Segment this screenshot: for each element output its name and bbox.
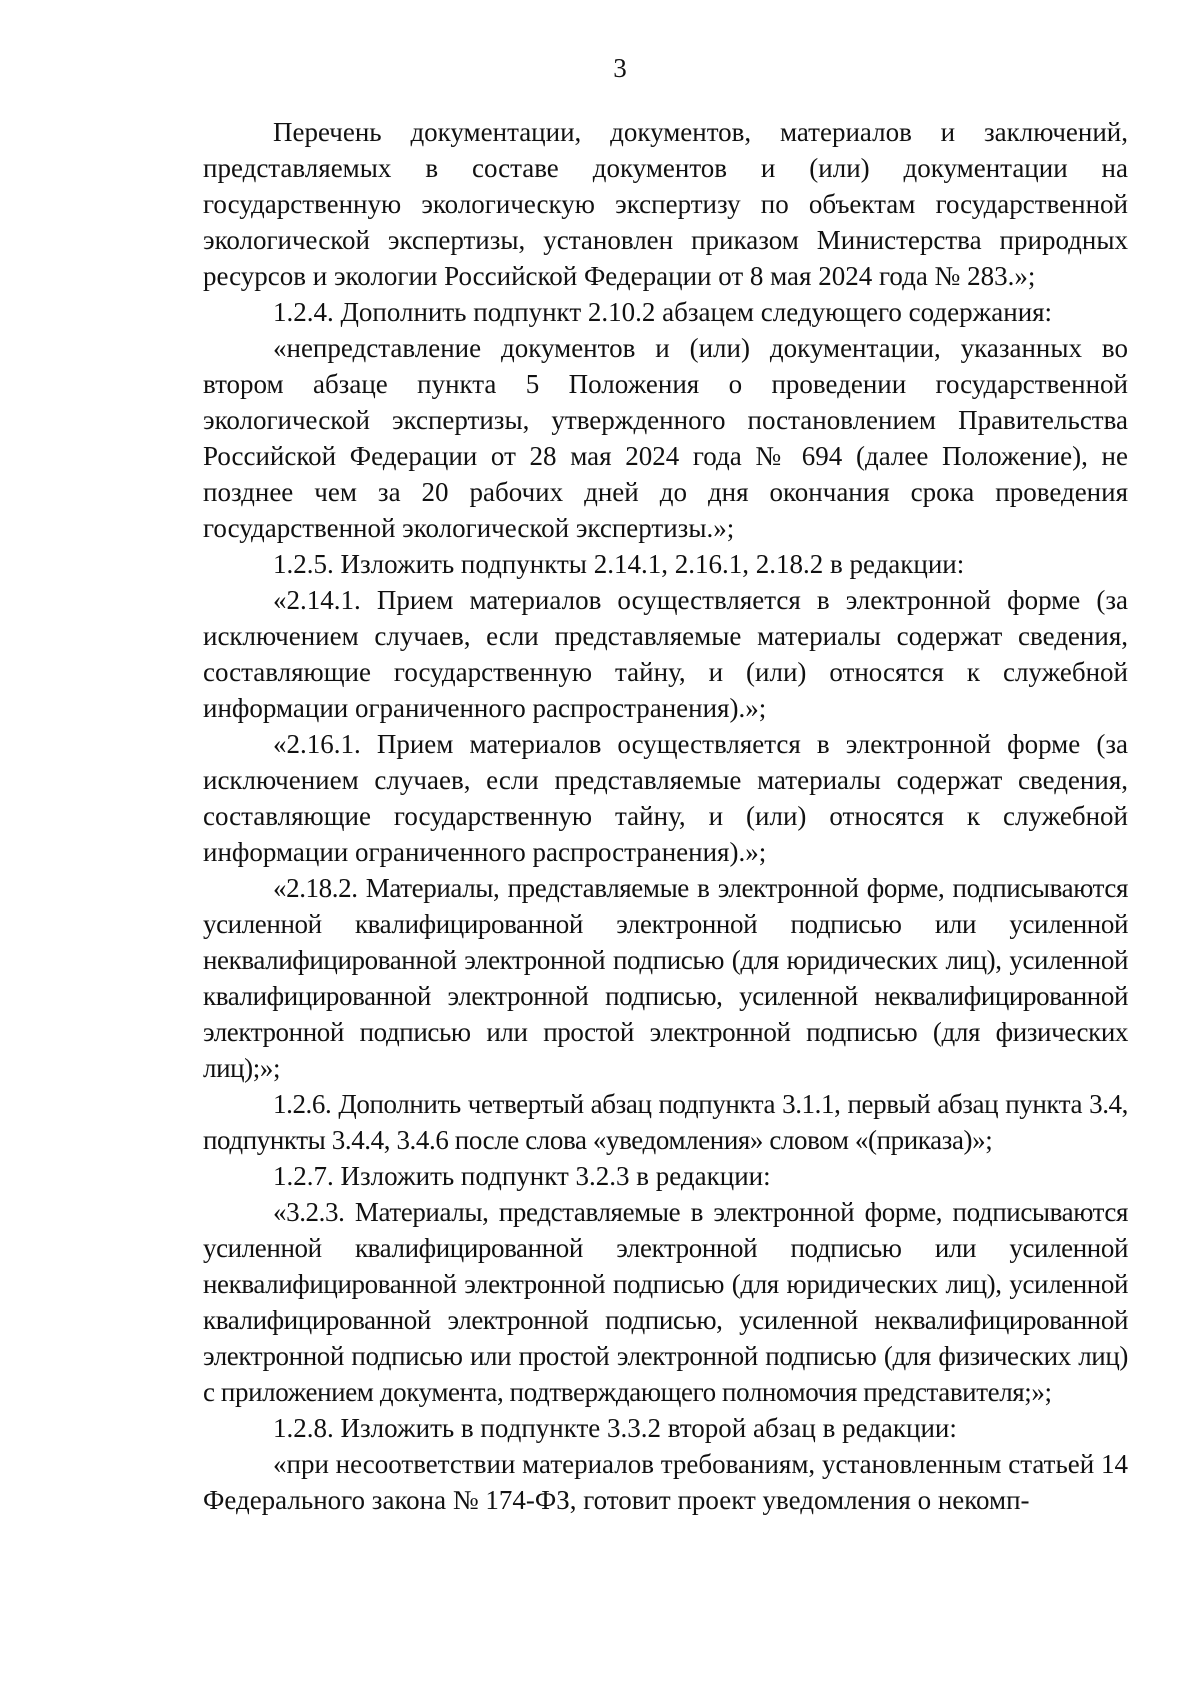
paragraph-1-2-4: 1.2.4. Дополнить подпункт 2.10.2 абзацем следующего содержания: <box>273 297 1053 327</box>
document-body <box>203 114 1128 1518</box>
paragraph-2-18-2: «2.18.2. Материалы, представляемые в электронной форме, подписываются усиленной квалифицированной электронной подписью или усиленной неквалифицированной электронной подписью (для юридических лиц), усиленной квалифицированной электронной подписью, усиленной неквалифицированной электронной подписью или простой электронной подписью (для физических лиц);»; <box>203 873 1128 1083</box>
paragraph-1-2-8: 1.2.8. Изложить в подпункте 3.3.2 второй абзац в редакции: <box>273 1413 957 1443</box>
paragraph-2-14-1: «2.14.1. Прием материалов осуществляется в электронной форме (за исключением случаев, если представляемые материалы содержат сведения, составляющие государственную тайну, и (или) относятся к служебной информации ограниченного распространения).»; <box>203 585 1128 723</box>
paragraph-noncompliance: «при несоответствии материалов требованиям, установленным статьей 14 Федерального закона № 174-ФЗ, готовит проект уведомления о некомп- <box>203 1449 1128 1515</box>
paragraph-1-2-7: 1.2.7. Изложить подпункт 3.2.3 в редакции: <box>273 1161 771 1191</box>
page-number: 3 <box>613 53 627 83</box>
paragraph-2-16-1: «2.16.1. Прием материалов осуществляется в электронной форме (за исключением случаев, если представляемые материалы содержат сведения, составляющие государственную тайну, и (или) относятся к служебной информации ограниченного распространения).»; <box>203 729 1128 867</box>
paragraph-nonsubmission: «непредставление документов и (или) документации, указанных во втором абзаце пункта 5 Положения о проведении государственной экологической экспертизы, утвержденного постановлением Правительства Российской Федерации от 28 мая 2024 года № 694 (далее Положение), не позднее чем за 20 рабочих дней до дня окончания срока проведения государственной экологической экспертизы.»; <box>203 333 1128 543</box>
paragraph-1-2-6: 1.2.6. Дополнить четвертый абзац подпункта 3.1.1, первый абзац пункта 3.4, подпункты 3.4.4, 3.4.6 после слова «уведомления» словом «(приказа)»; <box>203 1089 1128 1155</box>
paragraph-3-2-3: «3.2.3. Материалы, представляемые в электронной форме, подписываются усиленной квалифицированной электронной подписью или усиленной неквалифицированной электронной подписью (для юридических лиц), усиленной квалифицированной электронной подписью, усиленной неквалифицированной электронной подписью или простой электронной подписью (для физических лиц) с приложением документа, подтверждающего полномочия представителя;»; <box>203 1197 1128 1407</box>
paragraph-expertise-list: Перечень документации, документов, материалов и заключений, представляемых в составе документов и (или) документации на государственную экологическую экспертизу по объектам государственной экологической экспертизы, установлен приказом Министерства природных ресурсов и экологии Российской Федерации от 8 мая 2024 года № 283.»; <box>203 117 1128 291</box>
paragraph-1-2-5: 1.2.5. Изложить подпункты 2.14.1, 2.16.1, 2.18.2 в редакции: <box>273 549 965 579</box>
